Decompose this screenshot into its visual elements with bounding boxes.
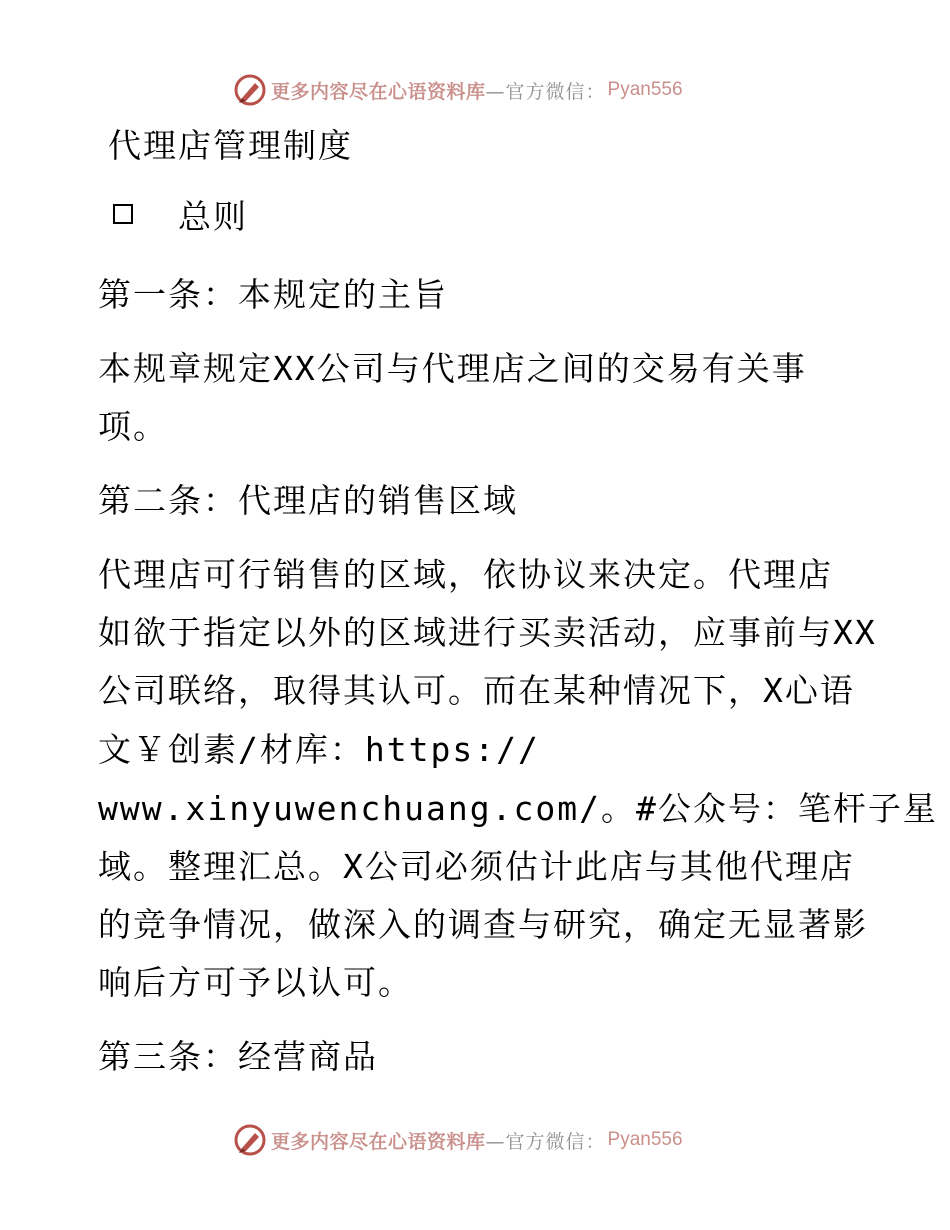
article-1-heading: 第一条：本规定的主旨	[98, 275, 448, 314]
section-heading: 总则	[178, 197, 248, 236]
paragraph-line: 域。整理汇总。X公司必须估计此店与其他代理店	[98, 847, 855, 886]
document-title: 代理店管理制度	[108, 126, 353, 165]
watermark-main-text: 更多内容尽在心语资料库	[271, 80, 486, 103]
paragraph-line: 本规章规定XX公司与代理店之间的交易有关事	[98, 349, 807, 388]
checkbox-icon	[113, 204, 133, 224]
article-2-heading: 第二条：代理店的销售区域	[98, 481, 518, 520]
paragraph-line: 代理店可行销售的区域，依协议来决定。代理店	[98, 555, 833, 594]
paragraph-line: 如欲于指定以外的区域进行买卖活动，应事前与XX	[98, 613, 877, 652]
watermark-wechat-id: Pyan556	[607, 1129, 683, 1150]
watermark-main-text: 更多内容尽在心语资料库	[271, 1130, 486, 1153]
watermark-official-text: —官方微信：	[485, 80, 606, 103]
article-3-heading: 第三条：经营商品	[98, 1037, 378, 1076]
watermark-wechat-id: Pyan556	[607, 79, 683, 100]
footer-watermark	[233, 1122, 683, 1158]
pen-logo-icon	[233, 73, 267, 107]
watermark-official-text: —官方微信：	[485, 1130, 606, 1153]
pen-logo-icon	[233, 1123, 267, 1157]
paragraph-line: 项。	[98, 407, 168, 446]
paragraph-line: 响后方可予以认可。	[98, 963, 413, 1002]
paragraph-line: 的竞争情况，做深入的调查与研究，确定无显著影	[98, 905, 868, 944]
paragraph-line: 文￥创素/材库：https://	[98, 730, 540, 769]
paragraph-line: www.xinyuwenchuang.com/。#公众号：笔杆子星	[98, 789, 938, 828]
paragraph-line: 公司联络，取得其认可。而在某种情况下，X心语	[98, 671, 855, 710]
header-watermark	[233, 72, 683, 108]
